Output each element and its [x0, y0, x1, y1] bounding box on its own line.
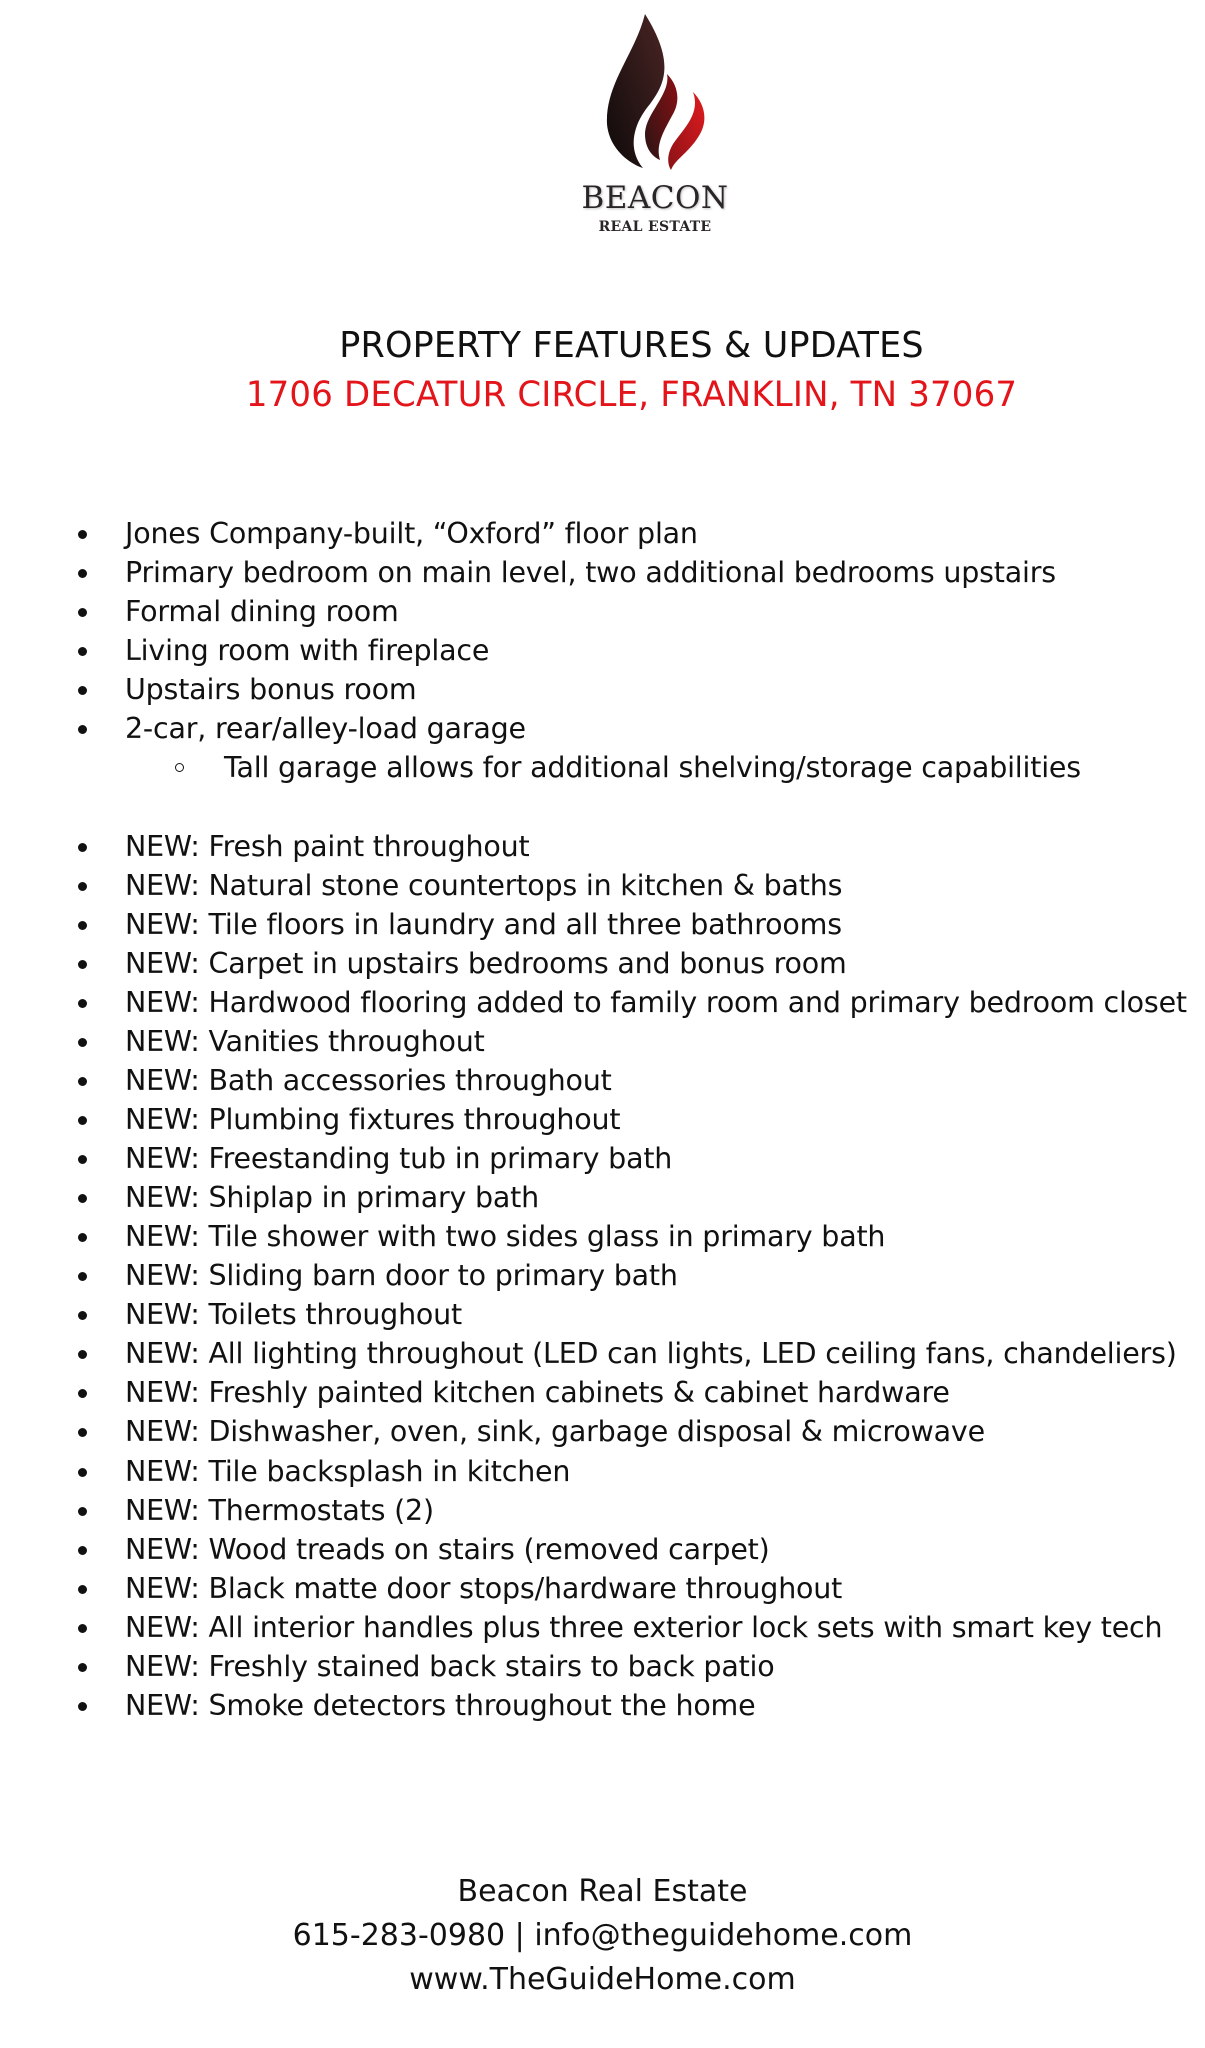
list-spacer [0, 787, 1205, 826]
update-item-text: NEW: All interior handles plus three exterior lock sets with smart key tech [125, 1610, 1163, 1644]
bullet-icon [78, 1155, 87, 1164]
update-item [0, 1452, 1205, 1491]
bullet-icon [78, 1272, 87, 1281]
bullet-icon [78, 1624, 87, 1633]
list-item [0, 709, 1205, 748]
bullet-icon [78, 882, 87, 891]
bullet-icon [78, 725, 87, 734]
update-item-text: NEW: Freestanding tub in primary bath [125, 1142, 673, 1175]
bullet-icon [78, 1428, 87, 1437]
bullet-icon [78, 686, 87, 695]
update-item [0, 1295, 1205, 1334]
update-item [0, 1608, 1205, 1647]
update-item-text: NEW: Dishwasher, oven, sink, garbage disposal & microwave [125, 1415, 985, 1449]
features-list [0, 514, 1205, 1725]
sub-list-item-text: Tall garage allows for additional shelving/storage capabilities [224, 751, 1081, 785]
bullet-icon [78, 1077, 87, 1086]
update-item-text: NEW: Fresh paint throughout [125, 829, 530, 863]
bullet-icon [78, 569, 87, 578]
update-item-text: NEW: Carpet in upstairs bedrooms and bonus room [125, 946, 847, 980]
footer-website: www.TheGuideHome.com [409, 1962, 796, 1997]
bullet-icon [78, 1663, 87, 1672]
update-item-text: NEW: Bath accessories throughout [125, 1063, 612, 1097]
update-item-text: NEW: Shiplap in primary bath [125, 1181, 540, 1215]
update-item-text: NEW: Smoke detectors throughout the home [125, 1688, 756, 1722]
update-item [0, 1217, 1205, 1256]
bullet-icon [78, 843, 87, 852]
update-item-text: NEW: Black matte door stops/hardware throughout [125, 1571, 843, 1605]
update-item-text: NEW: Toilets throughout [125, 1298, 463, 1332]
page-title: PROPERTY FEATURES & UPDATES [339, 325, 924, 366]
footer-contact: 615-283-0980 | info@theguidehome.com [292, 1918, 913, 1953]
update-item-text: NEW: Freshly stained back stairs to back patio [125, 1649, 775, 1683]
bullet-icon [78, 1194, 87, 1203]
update-item [0, 1100, 1205, 1139]
bullet-icon [78, 960, 87, 969]
update-item-text: NEW: Sliding barn door to primary bath [125, 1259, 678, 1293]
update-item [0, 827, 1205, 866]
bullet-icon [78, 1116, 87, 1125]
update-item [0, 1530, 1205, 1569]
update-item-text: NEW: Natural stone countertops in kitchen & baths [125, 868, 843, 902]
update-item-text: NEW: Tile shower with two sides glass in primary bath [125, 1220, 886, 1254]
bullet-icon [78, 1311, 87, 1320]
update-item-text: NEW: Thermostats (2) [125, 1493, 434, 1527]
property-address: 1706 DECATUR CIRCLE, FRANKLIN, TN 37067 [245, 375, 1018, 415]
hollow-bullet-icon [175, 763, 184, 772]
logo-brand-name: BEACON [581, 180, 729, 216]
update-item [0, 1569, 1205, 1608]
update-item [0, 1061, 1205, 1100]
list-item [0, 553, 1205, 592]
list-item-text: 2-car, rear/alley-load garage [125, 712, 526, 746]
footer-company: Beacon Real Estate [457, 1874, 748, 1909]
update-item-text: NEW: Tile backsplash in kitchen [125, 1454, 571, 1488]
update-item [0, 1022, 1205, 1061]
list-item-text: Primary bedroom on main level, two additional bedrooms upstairs [125, 556, 1056, 590]
update-item [0, 1647, 1205, 1686]
update-item-text: NEW: Freshly painted kitchen cabinets & cabinet hardware [125, 1376, 950, 1410]
footer [0, 1870, 1205, 2002]
list-item [0, 514, 1205, 553]
update-item [0, 1178, 1205, 1217]
bullet-icon [78, 608, 87, 617]
update-item [0, 1412, 1205, 1451]
bullet-icon [78, 647, 87, 656]
list-item-text: Jones Company-built, “Oxford” floor plan [125, 517, 698, 550]
update-item-text: NEW: Wood treads on stairs (removed carpet) [125, 1532, 770, 1566]
bullet-icon [78, 1233, 87, 1242]
list-item [0, 631, 1205, 670]
update-item [0, 1491, 1205, 1530]
update-item [0, 983, 1205, 1022]
update-item [0, 1334, 1205, 1373]
beacon-logo [560, 12, 750, 235]
list-item-text: Formal dining room [125, 595, 399, 629]
update-item [0, 1139, 1205, 1178]
bullet-icon [78, 1389, 87, 1398]
bullet-icon [78, 1546, 87, 1555]
update-item [0, 1686, 1205, 1725]
list-item [0, 592, 1205, 631]
page-header [0, 322, 1205, 420]
update-item [0, 1373, 1205, 1412]
update-item-text: NEW: Plumbing fixtures throughout [125, 1102, 621, 1136]
update-item [0, 944, 1205, 983]
logo-brand-sub: REAL ESTATE [598, 219, 712, 235]
bullet-icon [78, 921, 87, 930]
update-item-text: NEW: Vanities throughout [125, 1024, 485, 1058]
update-item [0, 866, 1205, 905]
update-item [0, 905, 1205, 944]
bullet-icon [78, 1468, 87, 1477]
list-item [0, 670, 1205, 709]
flame-logo-icon [605, 14, 707, 170]
bullet-icon [78, 1038, 87, 1047]
bullet-icon [78, 530, 87, 539]
bullet-icon [78, 1585, 87, 1594]
list-item-text: Living room with fireplace [125, 634, 490, 668]
update-item-text: NEW: All lighting throughout (LED can lights, LED ceiling fans, chandeliers) [125, 1337, 1177, 1371]
bullet-icon [78, 1350, 87, 1359]
bullet-icon [78, 999, 87, 1008]
update-item-text: NEW: Hardwood flooring added to family room and primary bedroom closet [125, 985, 1187, 1019]
update-item-text: NEW: Tile floors in laundry and all three bathrooms [125, 907, 842, 941]
bullet-icon [78, 1702, 87, 1711]
list-item-text: Upstairs bonus room [125, 673, 417, 707]
sub-list-item [0, 748, 1205, 787]
bullet-icon [78, 1507, 87, 1516]
update-item [0, 1256, 1205, 1295]
